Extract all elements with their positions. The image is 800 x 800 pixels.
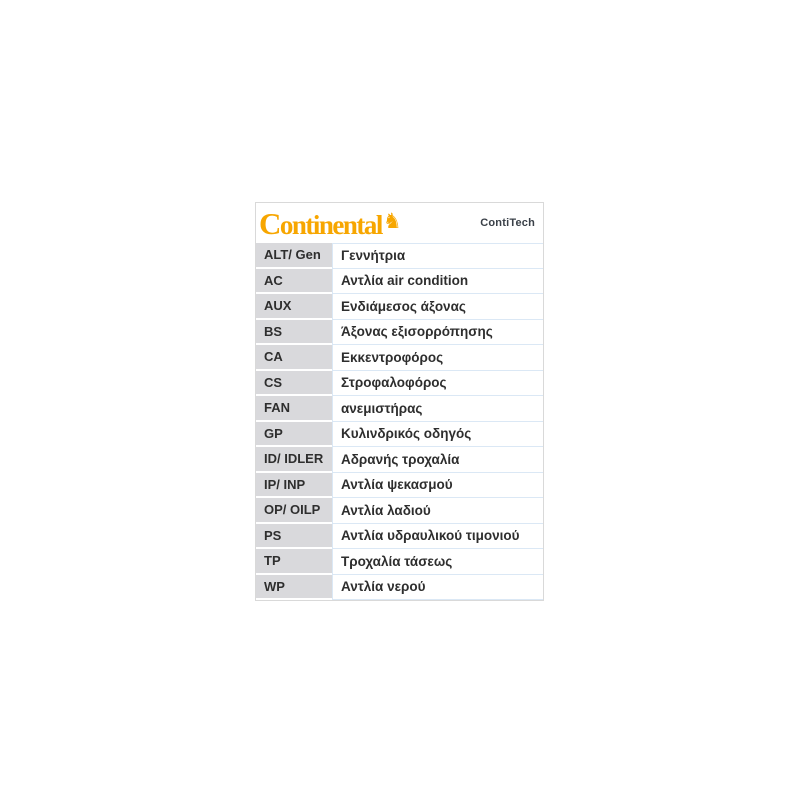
parts-abbreviation-card (255, 202, 544, 601)
abbreviation-code: FAN (256, 396, 332, 422)
table-row (256, 575, 543, 601)
horse-icon: ♞ (382, 209, 402, 233)
abbreviation-description: Αντλία λαδιού (332, 498, 543, 524)
abbreviation-code: OP/ OILP (256, 498, 332, 524)
abbreviation-description: Στροφαλοφόρος (332, 371, 543, 397)
abbreviation-code: WP (256, 575, 332, 601)
abbreviation-code: TP (256, 549, 332, 575)
abbreviation-code: GP (256, 422, 332, 448)
abbreviation-description: Γεννήτρια (332, 243, 543, 269)
abbreviation-description: Αντλία νερού (332, 575, 543, 601)
table-row (256, 371, 543, 397)
abbreviation-description: Αντλία ψεκασμού (332, 473, 543, 499)
continental-logo (259, 205, 402, 241)
abbreviation-table (256, 243, 543, 600)
table-row (256, 396, 543, 422)
table-row (256, 243, 543, 269)
abbreviation-description: Τροχαλία τάσεως (332, 549, 543, 575)
brand-header (256, 203, 543, 243)
table-row (256, 524, 543, 550)
abbreviation-description: Αδρανής τροχαλία (332, 447, 543, 473)
abbreviation-description: Εκκεντροφόρος (332, 345, 543, 371)
table-row (256, 320, 543, 346)
table-row (256, 422, 543, 448)
abbreviation-description: ανεμιστήρας (332, 396, 543, 422)
abbreviation-description: Αντλία air condition (332, 269, 543, 295)
table-row (256, 498, 543, 524)
continental-logo-text: Continental (259, 205, 382, 241)
abbreviation-description: Ενδιάμεσος άξονας (332, 294, 543, 320)
abbreviation-code: CA (256, 345, 332, 371)
abbreviation-code: PS (256, 524, 332, 550)
abbreviation-code: ALT/ Gen (256, 243, 332, 269)
table-row (256, 447, 543, 473)
abbreviation-code: BS (256, 320, 332, 346)
abbreviation-description: Αντλία υδραυλικού τιμονιού (332, 524, 543, 550)
abbreviation-description: Άξονας εξισορρόπησης (332, 320, 543, 346)
abbreviation-code: AC (256, 269, 332, 295)
abbreviation-code: CS (256, 371, 332, 397)
abbreviation-code: IP/ INP (256, 473, 332, 499)
contitech-logo-text: ContiTech (480, 217, 535, 229)
table-row (256, 473, 543, 499)
abbreviation-code: ID/ IDLER (256, 447, 332, 473)
table-row (256, 269, 543, 295)
table-row (256, 294, 543, 320)
abbreviation-description: Κυλινδρικός οδηγός (332, 422, 543, 448)
table-row (256, 345, 543, 371)
abbreviation-code: AUX (256, 294, 332, 320)
table-row (256, 549, 543, 575)
